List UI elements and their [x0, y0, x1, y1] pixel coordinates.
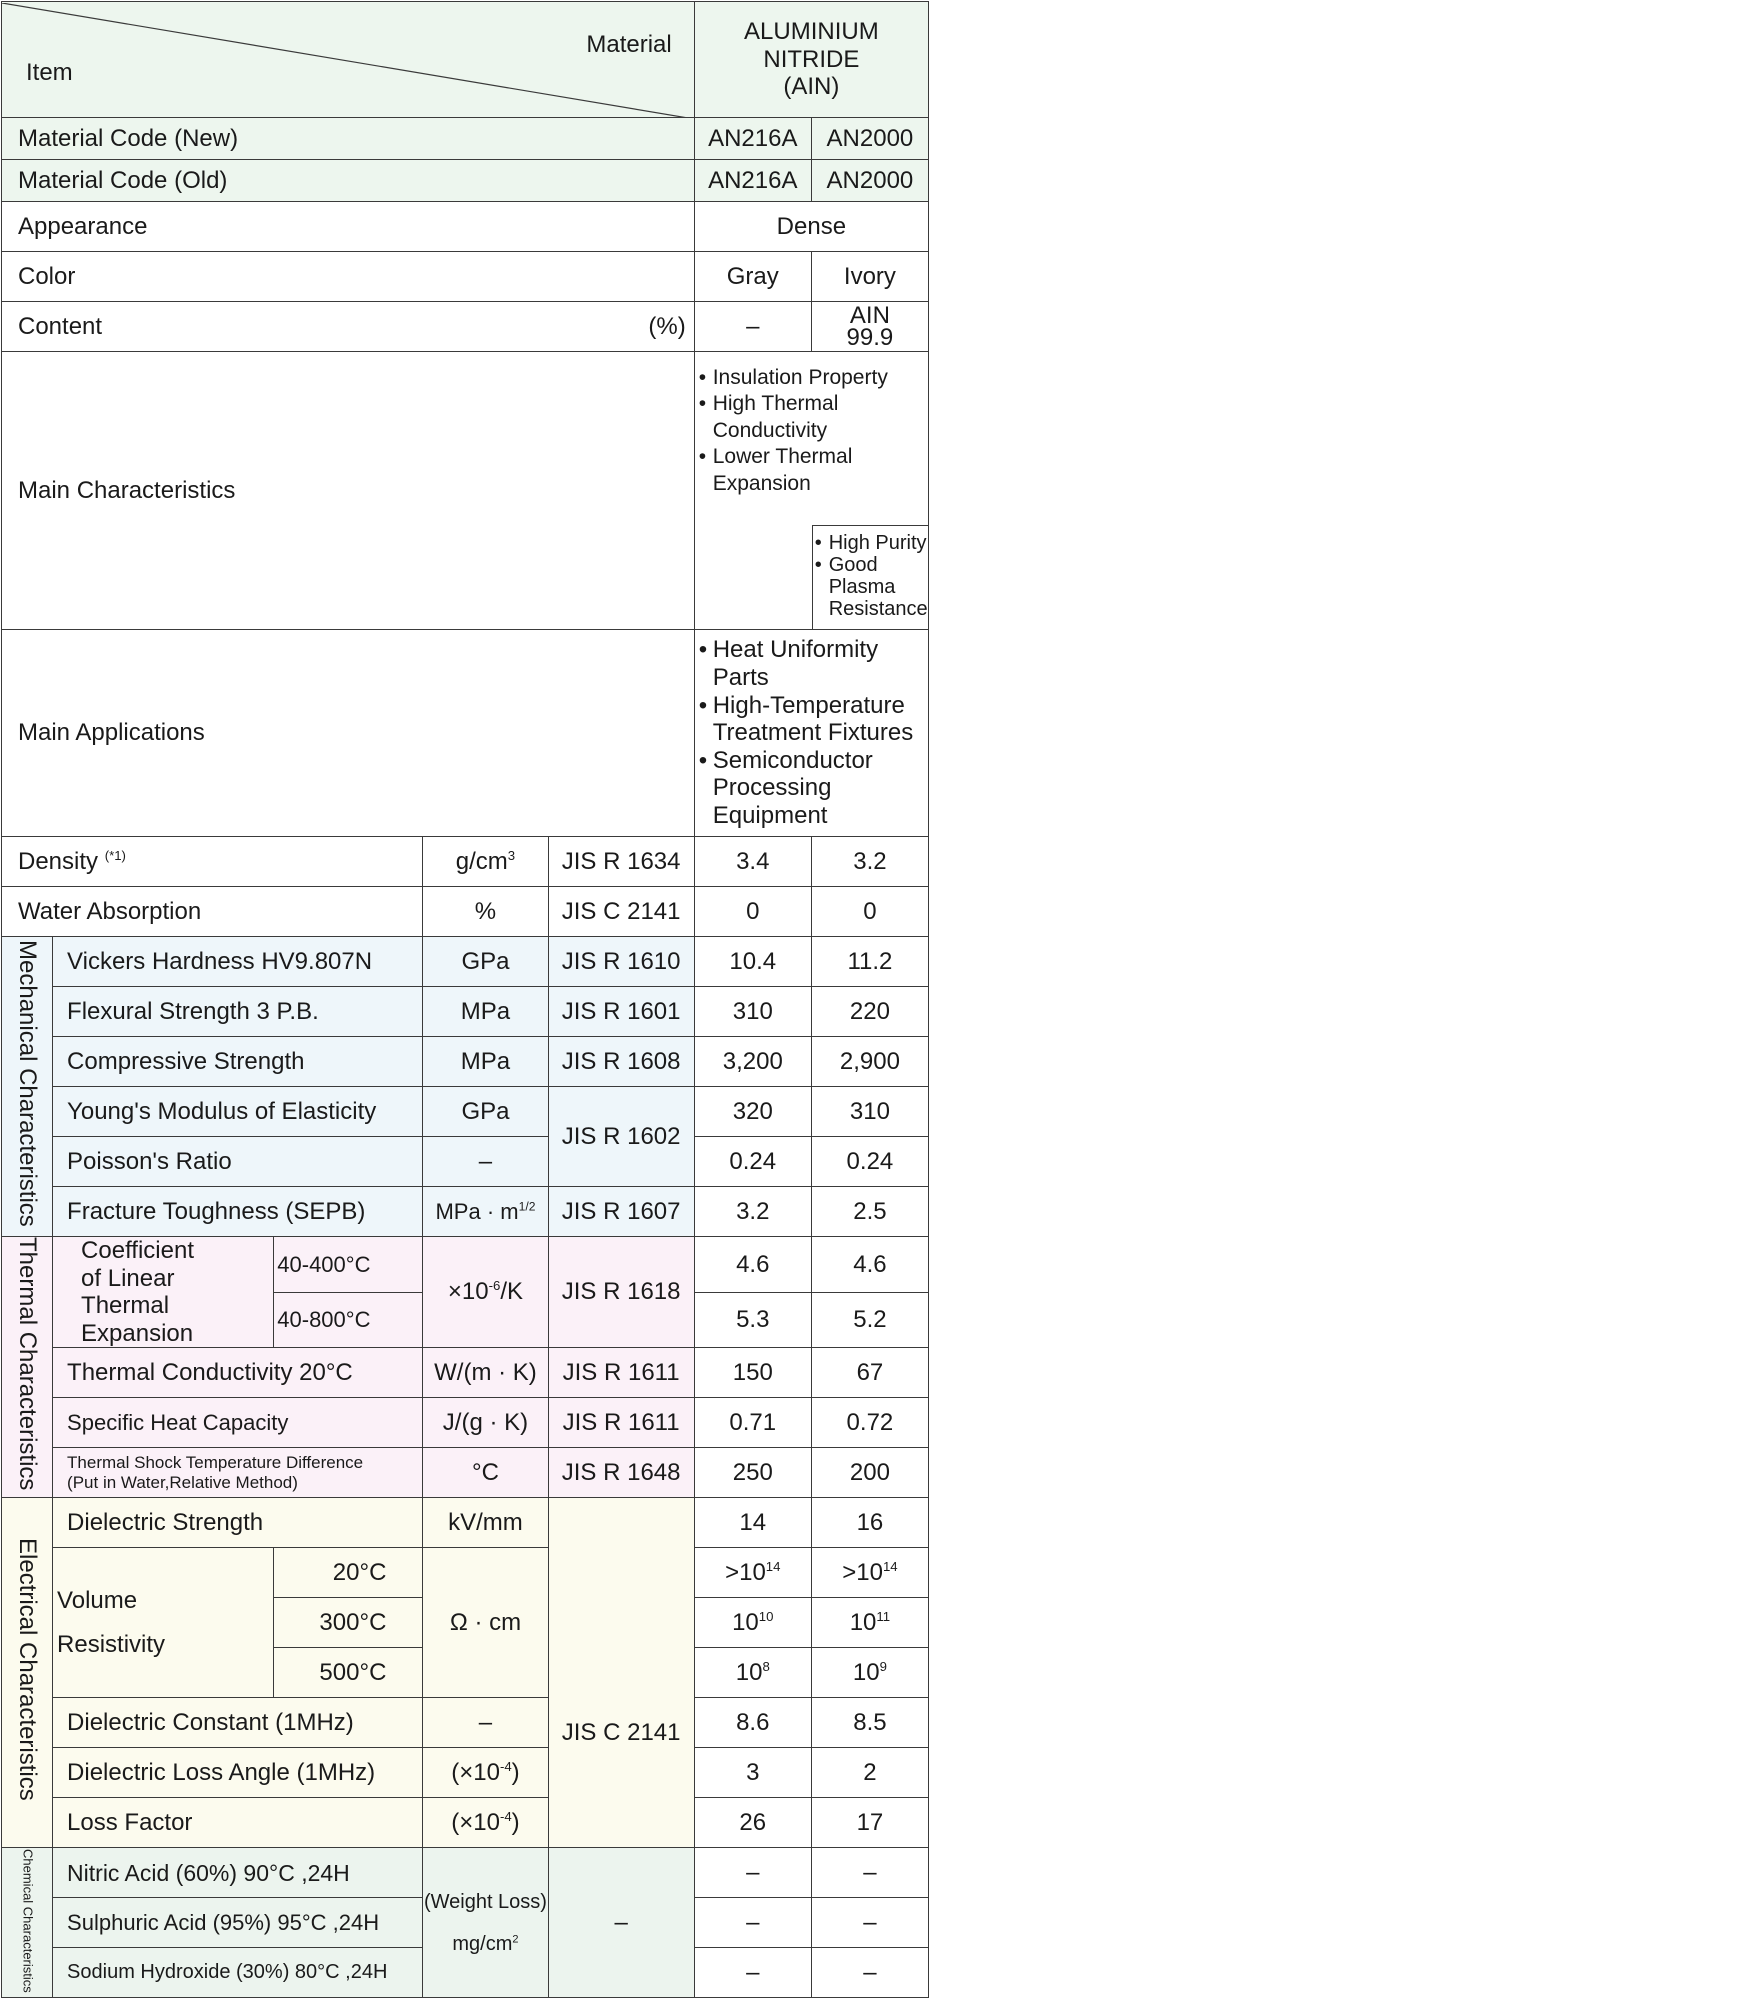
header-item-label: Item — [26, 58, 73, 86]
list-item: • High Thermal Conductivity — [699, 391, 928, 444]
resistivity300-an216a — [694, 1598, 811, 1648]
row-label-thermal-conductivity: Thermal Conductivity 20°C — [53, 1348, 423, 1398]
cte-range-400: 40-400°C — [274, 1237, 423, 1293]
row-label-code-new: Material Code (New) — [2, 118, 695, 160]
unit-sup: -4 — [499, 1759, 512, 1775]
row-label-loss-angle: Dielectric Loss Angle (1MHz) — [53, 1748, 423, 1798]
vickers-an216a: 10.4 — [694, 937, 811, 987]
chemical-standard: – — [548, 1848, 694, 1998]
conductivity-an216a: 150 — [694, 1348, 811, 1398]
content-an2000-line1: AIN — [849, 301, 890, 329]
row-label-young: Young's Modulus of Elasticity — [53, 1087, 423, 1137]
value-base: >10 — [842, 1559, 883, 1587]
water-an2000: 0 — [811, 887, 928, 937]
appearance-value: Dense — [694, 202, 928, 252]
color-an2000: Ivory — [811, 252, 928, 302]
vickers-standard: JIS R 1610 — [548, 937, 694, 987]
density-unit-sup: 3 — [507, 847, 516, 863]
young-poisson-standard: JIS R 1602 — [548, 1087, 694, 1187]
value-exponent: 11 — [876, 1609, 891, 1625]
row-label-flexural: Flexural Strength 3 P.B. — [53, 987, 423, 1037]
dielectric-strength-unit: kV/mm — [423, 1498, 548, 1548]
density-unit-base: g/cm — [455, 847, 508, 875]
fracture-unit — [423, 1187, 548, 1237]
value-base: 10 — [852, 1659, 880, 1687]
unit-base: mg/cm — [452, 1932, 513, 1955]
resistivity500-an216a — [694, 1648, 811, 1698]
list-item: • Good Plasma Resistance — [815, 554, 928, 620]
row-label-compressive: Compressive Strength — [53, 1037, 423, 1087]
row-label-appearance: Appearance — [2, 202, 695, 252]
conductivity-an2000: 67 — [811, 1348, 928, 1398]
material-name-line: ALUMINIUM — [744, 18, 879, 46]
row-label-fracture: Fracture Toughness (SEPB) — [53, 1187, 423, 1237]
value-exponent: 14 — [765, 1559, 781, 1575]
cte800-an216a: 5.3 — [694, 1292, 811, 1348]
row-label-density — [2, 837, 423, 887]
code-new-an216a: AN216A — [694, 118, 811, 160]
group-label-text: Mechanical Characteristics — [13, 939, 41, 1227]
water-standard: JIS C 2141 — [548, 887, 694, 937]
thermal-shock-an2000: 200 — [811, 1448, 928, 1498]
nitric-an216a: – — [694, 1848, 811, 1898]
header-item-material-cell — [2, 2, 695, 118]
row-label-main-applications: Main Applications — [2, 630, 695, 837]
chemical-unit-line — [423, 1923, 547, 1965]
dielectric-strength-an2000: 16 — [811, 1498, 928, 1548]
loss-angle-an2000: 2 — [811, 1748, 928, 1798]
loss-angle-unit — [423, 1748, 548, 1798]
unit-base: (×10 — [451, 1759, 500, 1787]
resistivity500-an2000 — [811, 1648, 928, 1698]
material-properties-table — [1, 1, 929, 1998]
cte400-an216a: 4.6 — [694, 1237, 811, 1293]
color-an216a: Gray — [694, 252, 811, 302]
row-label-nitric: Nitric Acid (60%) 90°C ,24H — [53, 1848, 423, 1898]
row-label-code-old: Material Code (Old) — [2, 160, 695, 202]
row-label-volume-resistivity — [53, 1548, 274, 1698]
value-exponent: 8 — [762, 1659, 770, 1675]
main-applications-cell — [694, 630, 928, 837]
list-item: • Heat Uniformity Parts — [699, 636, 928, 691]
header-material-label: Material — [586, 30, 672, 58]
common-characteristics-list — [699, 365, 928, 498]
loss-angle-an216a: 3 — [694, 1748, 811, 1798]
specific-heat-an2000: 0.72 — [811, 1398, 928, 1448]
row-label-water-absorption: Water Absorption — [2, 887, 423, 937]
nitric-an2000: – — [811, 1848, 928, 1898]
fracture-unit-base: MPa · m — [435, 1198, 519, 1224]
row-label-sulphuric: Sulphuric Acid (95%) 95°C ,24H — [53, 1898, 423, 1948]
young-an216a: 320 — [694, 1087, 811, 1137]
content-an2000 — [811, 302, 928, 352]
conductivity-standard: JIS R 1611 — [548, 1348, 694, 1398]
fracture-unit-sup: 1/2 — [518, 1199, 536, 1214]
sodium-an2000: – — [811, 1948, 928, 1998]
sulphuric-an2000: – — [811, 1898, 928, 1948]
material-name-line: NITRIDE — [763, 45, 860, 73]
cte-label-line: Coefficient — [81, 1237, 195, 1264]
flexural-an216a: 310 — [694, 987, 811, 1037]
volume-resistivity-label-line: Resistivity — [57, 1630, 166, 1658]
row-label-loss-factor: Loss Factor — [53, 1798, 423, 1848]
unit-sup: 2 — [512, 1933, 519, 1946]
code-old-an2000: AN2000 — [811, 160, 928, 202]
density-an2000: 3.2 — [811, 837, 928, 887]
compressive-standard: JIS R 1608 — [548, 1037, 694, 1087]
unit-base: (×10 — [451, 1809, 500, 1837]
diagonal-divider — [2, 3, 694, 118]
cte-unit-sup: -6 — [488, 1278, 501, 1294]
content-an216a: – — [694, 302, 811, 352]
fracture-an216a: 3.2 — [694, 1187, 811, 1237]
poisson-an2000: 0.24 — [811, 1137, 928, 1187]
value-base: >10 — [725, 1559, 766, 1587]
vickers-unit: GPa — [423, 937, 548, 987]
group-label-text: Chemical Characteristics — [20, 1849, 36, 1993]
fracture-standard: JIS R 1607 — [548, 1187, 694, 1237]
unit-tail: ) — [511, 1759, 520, 1787]
vickers-an2000: 11.2 — [811, 937, 928, 987]
thermal-shock-standard: JIS R 1648 — [548, 1448, 694, 1498]
value-exponent: 14 — [882, 1559, 898, 1575]
compressive-an216a: 3,200 — [694, 1037, 811, 1087]
compressive-an2000: 2,900 — [811, 1037, 928, 1087]
dielectric-constant-unit: – — [423, 1698, 548, 1748]
content-label: Content — [18, 312, 103, 340]
thermal-shock-label-line: Thermal Shock Temperature Difference — [67, 1452, 364, 1472]
thermal-shock-label-line: (Put in Water,Relative Method) — [67, 1472, 298, 1492]
resistivity-unit: Ω · cm — [423, 1548, 548, 1698]
young-unit: GPa — [423, 1087, 548, 1137]
unit-tail: ) — [511, 1809, 520, 1837]
dielectric-constant-an2000: 8.5 — [811, 1698, 928, 1748]
row-label-poisson: Poisson's Ratio — [53, 1137, 423, 1187]
code-old-an216a: AN216A — [694, 160, 811, 202]
resistivity-temp-20: 20°C — [274, 1548, 423, 1598]
applications-list — [699, 636, 928, 829]
list-item: • High Purity — [815, 532, 928, 554]
density-standard: JIS R 1634 — [548, 837, 694, 887]
resistivity20-an216a — [694, 1548, 811, 1598]
material-name-line: (AIN) — [783, 73, 840, 101]
group-label-thermal — [2, 1237, 53, 1498]
resistivity20-an2000 — [811, 1548, 928, 1598]
value-base: 10 — [732, 1609, 759, 1637]
specific-heat-an216a: 0.71 — [694, 1398, 811, 1448]
sulphuric-an216a: – — [694, 1898, 811, 1948]
cte-standard: JIS R 1618 — [548, 1237, 694, 1348]
flexural-unit: MPa — [423, 987, 548, 1037]
row-label-vickers: Vickers Hardness HV9.807N — [53, 937, 423, 987]
code-new-an2000: AN2000 — [811, 118, 928, 160]
group-label-chemical — [2, 1848, 53, 1998]
flexural-an2000: 220 — [811, 987, 928, 1037]
flexural-standard: JIS R 1601 — [548, 987, 694, 1037]
cte800-an2000: 5.2 — [811, 1292, 928, 1348]
row-label-dielectric-constant: Dielectric Constant (1MHz) — [53, 1698, 423, 1748]
an2000-characteristics-list — [812, 525, 928, 629]
content-an2000-line2: 99.9 — [846, 323, 894, 351]
specific-heat-unit: J/(g · K) — [423, 1398, 548, 1448]
density-label: Density — [18, 847, 99, 875]
young-an2000: 310 — [811, 1087, 928, 1137]
value-base: 10 — [849, 1609, 877, 1637]
resistivity-temp-500: 500°C — [274, 1648, 423, 1698]
resistivity300-an2000 — [811, 1598, 928, 1648]
row-label-sodium: Sodium Hydroxide (30%) 80°C ,24H — [53, 1948, 423, 1998]
list-item: • Lower Thermal Expansion — [699, 444, 928, 497]
water-unit: % — [423, 887, 548, 937]
poisson-an216a: 0.24 — [694, 1137, 811, 1187]
dielectric-constant-an216a: 8.6 — [694, 1698, 811, 1748]
group-label-electrical — [2, 1498, 53, 1848]
cte-label-line: of Linear — [81, 1264, 175, 1292]
row-label-content — [2, 302, 695, 352]
row-label-dielectric-strength: Dielectric Strength — [53, 1498, 423, 1548]
row-label-specific-heat: Specific Heat Capacity — [53, 1398, 423, 1448]
cte400-an2000: 4.6 — [811, 1237, 928, 1293]
list-item: • Insulation Property — [699, 365, 928, 392]
dielectric-strength-an216a: 14 — [694, 1498, 811, 1548]
value-exponent: 9 — [879, 1659, 887, 1675]
cte-unit-base: ×10 — [447, 1278, 489, 1306]
content-unit: (%) — [648, 312, 686, 340]
electrical-standard: JIS C 2141 — [548, 1498, 694, 1848]
conductivity-unit: W/(m · K) — [423, 1348, 548, 1398]
row-label-thermal-shock — [53, 1448, 423, 1498]
unit-sup: -4 — [499, 1809, 512, 1825]
row-label-main-characteristics: Main Characteristics — [2, 352, 695, 630]
list-item: • High-Temperature Treatment Fixtures — [699, 692, 928, 747]
cte-range-800: 40-800°C — [274, 1292, 423, 1348]
thermal-shock-unit: °C — [423, 1448, 548, 1498]
cte-label-line: Expansion — [81, 1319, 194, 1347]
cte-label-line: Thermal — [81, 1292, 170, 1320]
volume-resistivity-label-line: Volume — [57, 1586, 138, 1614]
value-base: 10 — [735, 1659, 763, 1687]
chemical-unit-line: (Weight Loss) — [423, 1890, 547, 1913]
water-an216a: 0 — [694, 887, 811, 937]
main-characteristics-cell — [694, 352, 928, 630]
group-label-mechanical — [2, 937, 53, 1237]
sodium-an216a: – — [694, 1948, 811, 1998]
density-an216a: 3.4 — [694, 837, 811, 887]
cte-unit — [423, 1237, 548, 1348]
specific-heat-standard: JIS R 1611 — [548, 1398, 694, 1448]
loss-factor-an2000: 17 — [811, 1798, 928, 1848]
cte-unit-tail: /K — [500, 1278, 524, 1306]
poisson-unit: – — [423, 1137, 548, 1187]
group-label-text: Electrical Characteristics — [13, 1538, 41, 1801]
compressive-unit: MPa — [423, 1037, 548, 1087]
material-name-header — [694, 2, 928, 118]
value-exponent: 10 — [758, 1609, 774, 1625]
resistivity-temp-300: 300°C — [274, 1598, 423, 1648]
loss-factor-unit — [423, 1798, 548, 1848]
group-label-text: Thermal Characteristics — [13, 1237, 41, 1491]
row-label-cte — [53, 1237, 274, 1348]
row-label-color: Color — [2, 252, 695, 302]
fracture-an2000: 2.5 — [811, 1187, 928, 1237]
density-unit — [423, 837, 548, 887]
chemical-unit — [423, 1848, 548, 1998]
thermal-shock-an216a: 250 — [694, 1448, 811, 1498]
loss-factor-an216a: 26 — [694, 1798, 811, 1848]
density-note: (*1) — [104, 847, 126, 863]
list-item: • Semiconductor Processing Equipment — [699, 747, 928, 830]
